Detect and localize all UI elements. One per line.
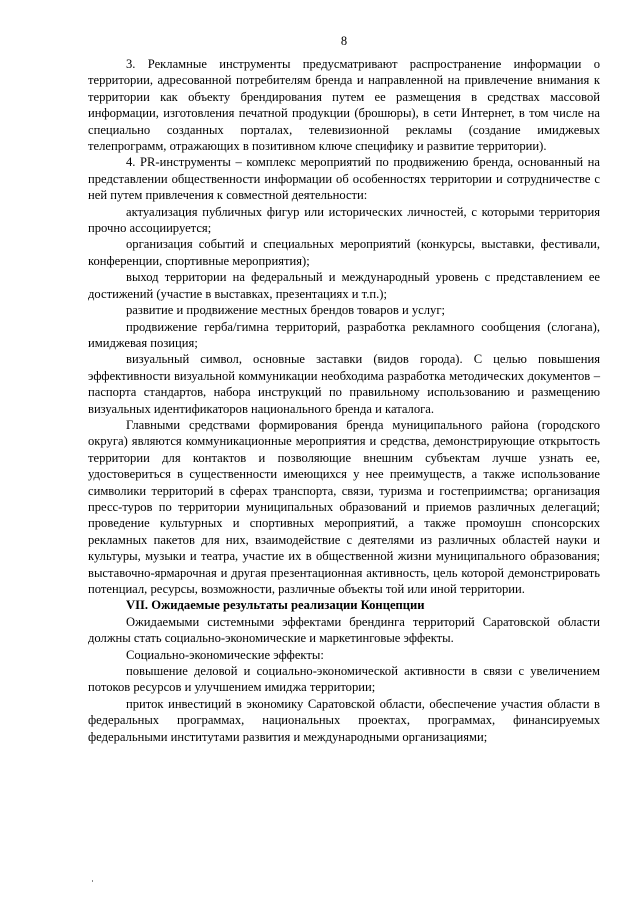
paragraph: Ожидаемыми системными эффектами брендинга территорий Саратовской области должны стать социально-экономические и маркетинговые эффекты.: [88, 614, 600, 646]
paragraph: Социально-экономические эффекты:: [126, 647, 324, 662]
paragraph: 4. PR-инструменты – комплекс мероприятий по продвижению бренда, основанный на представлении общественности информации об особенностях территории и сотрудничестве с ней путем привлечения к совместной деятельности:: [88, 155, 600, 203]
paragraph: продвижение герба/гимна территорий, разработка рекламного сообщения (слогана), имиджевая позиция;: [88, 319, 600, 350]
paragraph: 3. Рекламные инструменты предусматривают распространение информации о территории, адресованной потребителям бренда и направленной на привлечение внимания к территории как объекту брендирования путем ее размещения в средствах массовой информации, изготовления печатной продукции (брошюры), в сети Интернет, в том числе на специально созданных порталах, телевизионной рекламы (создание имиджевых телепрограмм, отражающих в позитивном ключе специфику и развитие территории).: [88, 57, 600, 154]
section-heading: VII. Ожидаемые результаты реализации Концепции: [126, 598, 425, 613]
paragraph: развитие и продвижение местных брендов товаров и услуг;: [126, 303, 445, 318]
page-number: 8: [340, 34, 348, 48]
paragraph: повышение деловой и социально-экономической активности в связи с увеличением потоков ресурсов и улучшением имиджа территории;: [88, 664, 600, 695]
document-body: [88, 56, 600, 745]
paragraph: выход территории на федеральный и международный уровень с представлением ее достижений (участие в выставках, презентациях и т.п.);: [88, 270, 600, 301]
paragraph: организация событий и специальных мероприятий (конкурсы, выставки, фестивали, конференции, спортивные мероприятия);: [88, 237, 600, 268]
paragraph: приток инвестиций в экономику Саратовской области, обеспечение участия области в федеральных программах, национальных проектах, программах, финансируемых федеральными институтами развития и международными организациями;: [88, 696, 600, 744]
paragraph: визуальный символ, основные заставки (видов города). С целью повышения эффективности визуальной коммуникации необходима разработка методических документов – паспорта стандартов, набора инструкций по правильному использованию и размещению визуальных идентификаторов национального бренда и каталога.: [88, 352, 600, 416]
paragraph: актуализация публичных фигур или исторических личностей, с которыми территория прочно ассоциируется;: [88, 204, 600, 236]
paragraph: Главными средствами формирования бренда муниципального района (городского округа) являются коммуникационные мероприятия и средства, демонстрирующие открытость территории для контактов и позволяющие внешним субъектам лучше узнать ее, удостовериться в существенности имеющихся у нее преимуществ, а также использование символики территорий в сферах транспорта, связи, туризма и гостеприимства; организация пресс-туров по территории муниципальных образований и приемов различных делегаций; проведение культурных и спортивных мероприятий, а также промоушн спонсорских рекламных пакетов для них, взаимодействие с деятелями из различных областей науки и культуры, музыки и театра, участие их в общественной жизни муниципального образования; выставочно-ярмарочная и другая презентационная активность, цель которой демонстрировать потенциал, ресурсы, возможности, различные объекты той или иной территории.: [88, 417, 600, 596]
scan-artifact: [92, 880, 93, 882]
